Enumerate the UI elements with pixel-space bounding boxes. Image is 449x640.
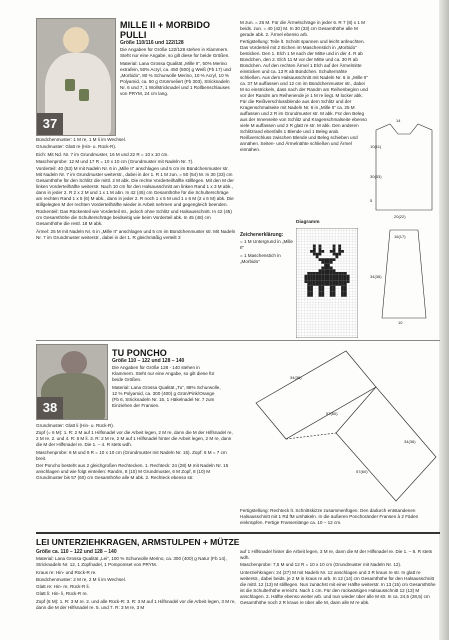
elk-stitch — [333, 294, 336, 297]
section3-p5: Zopf (6 M): 1. R: 3 M re. 2. und alle Rück-R: 3. R: 3 M auf 1 Hilfsnadel vor die Arbeit legen, 3 M re, dann die M der Hilfsnadel re. 5. und 7. R: 3 M re, 3 M — [36, 598, 236, 610]
elk-stitch — [335, 256, 338, 259]
elk-stitch — [316, 278, 319, 281]
section1-body — [36, 137, 236, 337]
elk-stitch — [344, 280, 347, 283]
elk-stitch — [304, 280, 307, 283]
elk-stitch — [321, 278, 324, 281]
section2-p1: Grundmuster: Glatt li (Hin- u. Rück-R). — [36, 423, 115, 428]
elk-stitch — [333, 291, 336, 294]
elk-stitch — [330, 283, 333, 286]
elk-stitch — [333, 283, 336, 286]
elk-stitch — [321, 261, 324, 264]
elk-stitch — [310, 291, 313, 294]
elk-stitch — [319, 275, 322, 278]
elk-stitch — [319, 291, 322, 294]
elk-stitch — [319, 280, 322, 283]
section3-r2: Maschenprobe: 7,5 M und 12 R = 10 x 10 cm (Grundmuster mit Nadeln Nr. 12). — [240, 562, 402, 568]
section1-p3: Eich: Mit Nd. Nr. 7 im Grundmuster, 16 M und 22 R = 10 x 10 cm. — [36, 151, 169, 157]
elk-stitch — [327, 261, 330, 264]
elk-stitch — [341, 250, 344, 253]
divider-2 — [36, 532, 440, 534]
section2-body — [36, 423, 236, 519]
elk-stitch — [324, 280, 327, 283]
elk-stitch — [321, 291, 324, 294]
elk-stitch — [327, 264, 330, 267]
page-spine-shadow — [439, 0, 449, 640]
elk-stitch — [310, 250, 313, 253]
pattern-number-badge: 37 — [37, 113, 63, 135]
elk-stitch — [310, 283, 313, 286]
elk-stitch — [333, 269, 336, 272]
legend-1: = 1 M Untergrund in „Mille II“ — [240, 239, 293, 251]
elk-stitch — [338, 272, 341, 275]
elk-stitch — [319, 286, 322, 289]
elk-stitch — [319, 294, 322, 297]
elk-stitch — [330, 258, 333, 261]
elk-stitch — [327, 269, 330, 272]
elk-stitch — [341, 283, 344, 286]
section1-right1: M zun. = 26 M. Für die Ärmelschräge in jeder 6. R 7 (8) x 1 M beids. zun. = 40 (42) M. In 30 (33) cm Gesamthöhe alle M gerade abk. 2. Ärmel ebenso arb. — [240, 20, 365, 37]
schem-label-side-e: 5 — [370, 198, 373, 203]
elk-stitch — [330, 267, 333, 270]
elk-stitch — [327, 278, 330, 281]
elk-stitch — [319, 253, 322, 256]
elk-stitch — [341, 278, 344, 281]
legend-title: Zeichenerklärung: — [240, 232, 284, 238]
elk-stitch — [344, 291, 347, 294]
elk-stitch — [335, 278, 338, 281]
elk-stitch — [313, 272, 316, 275]
elk-stitch — [324, 261, 327, 264]
elk-stitch — [304, 278, 307, 281]
section3-left — [36, 549, 236, 637]
elk-stitch — [333, 278, 336, 281]
poncho-schematic — [236, 345, 440, 505]
elk-stitch — [307, 280, 310, 283]
elk-stitch — [313, 280, 316, 283]
elk-stitch — [333, 247, 336, 250]
elk-stitch — [327, 275, 330, 278]
elk-stitch — [335, 275, 338, 278]
elk-stitch — [338, 247, 341, 250]
elk-stitch — [341, 291, 344, 294]
elk-stitch — [347, 280, 350, 283]
poncho-label-d: 57(60) — [356, 469, 368, 474]
elk-stitch — [307, 289, 310, 292]
elk-stitch — [333, 245, 336, 248]
schem-label-side-b: 30(33) — [370, 174, 382, 179]
section3-title: LEI UNTERZIEHKRAGEN, ARMSTULPEN + MÜTZE — [36, 537, 240, 547]
elk-stitch — [335, 280, 338, 283]
elk-stitch — [327, 280, 330, 283]
elk-stitch — [333, 258, 336, 261]
schem-label-bot-a: 20(22) — [394, 214, 406, 219]
elk-stitch — [321, 294, 324, 297]
elk-stitch — [344, 283, 347, 286]
elk-stitch — [333, 280, 336, 283]
elk-stitch — [333, 289, 336, 292]
section1-p5: Vorderteil: 40 (53) M mit Nadeln Nr. 6 in „Mille II“ anschlagen und 5 cm im Bündchenmuster str. Mit Nadeln Nr. 7 im Grundmuster weiterstr., dabei in der 1. R 1 M zun. = 50 (54) M. In 30 (33) cm Gesamthöhe für den Schlitz die mittl. 2 M abk. Die rechte Vorderteilhälfte stilllegen. Mit den M der linken Vorderteilhälfte weiterstr. Nach 10 cm für den Halsausschnitt am linken Rand 1 x 3 M abk., dann in jeder 2. R 2 x 2 M und 1 x 1 M abn. In 42 (45) cm Gesamthöhe für die Schulterschräge am rechten Rand 1 x 5 (6) M abk., dann in jeder 2. R noch 1 x 5 M und 1 x 6 M (2 x 6 M) abk. Die stillgelegten M der rechten Vorderteilhälfte wieder in Arbeit nehmen und gegengleich beenden. — [36, 166, 234, 208]
section1-title: MILLE II + MORBIDO PULLI — [120, 20, 211, 40]
elk-stitch — [307, 275, 310, 278]
poncho-photo — [36, 344, 108, 420]
section1-intro: Die Angaben für Größe 122/128 stehen in Klammern. Steht nur eine Angabe, so gilt diese für beide Größen. — [120, 47, 230, 59]
elk-stitch — [321, 250, 324, 253]
elk-stitch — [321, 289, 324, 292]
elk-stitch — [333, 250, 336, 253]
elk-stitch — [307, 283, 310, 286]
elk-stitch — [330, 275, 333, 278]
elk-stitch — [321, 272, 324, 275]
elk-stitch — [316, 280, 319, 283]
elk-stitch — [338, 275, 341, 278]
elk-stitch — [324, 264, 327, 267]
elk-stitch — [344, 294, 347, 297]
section1-header — [120, 20, 236, 134]
elk-stitch — [330, 272, 333, 275]
elk-stitch — [313, 283, 316, 286]
legend — [240, 232, 294, 272]
elk-stitch — [316, 275, 319, 278]
elk-stitch — [321, 286, 324, 289]
elk-stitch — [310, 286, 313, 289]
elk-stitch — [344, 275, 347, 278]
elk-stitch — [333, 272, 336, 275]
elk-stitch — [319, 269, 322, 272]
section1-p6: Rückenteil: Das Rückenteil wie Vorderteil str., jedoch ohne Schlitz und Halsausschnitt. In 42 (45) cm Gesamthöhe die Schulterschräge beidseitig wie beim Vorderteil abk. In 45 (48) cm Gesamthöhe die restl. 18 M abk. — [36, 209, 232, 227]
elk-stitch — [324, 278, 327, 281]
elk-stitch — [310, 289, 313, 292]
elk-stitch — [330, 280, 333, 283]
divider-1 — [36, 340, 440, 341]
elk-stitch — [310, 294, 313, 297]
schem-label-sleeve-d: 34(36) — [370, 274, 382, 279]
elk-stitch — [313, 250, 316, 253]
section3-p1: Kraus re: Hin- und Rück-R re. — [36, 569, 97, 575]
elk-stitch — [307, 278, 310, 281]
section2-size: Größe 110 – 122 und 128 – 140 — [112, 358, 185, 364]
section2-p4: Der Poncho besteht aus 2 gleichgroßen Rechtecken. 1. Rechteck: 24 (28) M mit Nadeln Nr. 15 anschlagen und wie folgt einteilen: Randm, 8 (10) M Grundmuster, 6 M Zopf, 8 (10) M Grundmuster bis 57 (60) cm Gesamthöhe alle M abk. 2. Rechteck ebenso str. — [36, 462, 229, 480]
elk-stitch — [341, 275, 344, 278]
elk-stitch — [313, 245, 316, 248]
elk-stitch — [333, 286, 336, 289]
legend-2: = 1 Maschenstich in „Morbido“ — [240, 252, 281, 264]
elk-stitch — [335, 272, 338, 275]
elk-stitch — [310, 278, 313, 281]
elk-stitch — [344, 289, 347, 292]
elk-stitch — [330, 261, 333, 264]
elk-stitch — [341, 272, 344, 275]
elk-stitch — [341, 280, 344, 283]
section2-header — [112, 348, 222, 424]
section3-r3: Unterziehkragen: 24 (27) M mit Nadeln Nr. 12 anschlagen und 3 R kraus re str. In glatt re weiterstr., dabei beids. je 2 M in kraus re arb. In 12 (14) cm Gesamthöhe für den Halsausschnitt die mittl. 12 (13) M stilllegen. Nun zunächst mit einer Hälfte weiterstr. In 13 (15) cm Gesamthöhe ist die Schulterhöhe erreicht. Nach 1 cm. Für den rückwärtigen Halsausschnitt 12 (13) M anschlagen. 2. Hälfte ebenso weiter arb. und nun wieder über alle M str. In ca. 24,5 (28,5) cm Gesamthöhe noch 2 R kraus re über alle M, dann alle M re abk. — [240, 569, 436, 605]
elk-stitch — [319, 272, 322, 275]
elk-stitch — [310, 275, 313, 278]
elk-stitch — [321, 269, 324, 272]
elk-stitch — [321, 275, 324, 278]
section3-material: Material: Lana Grossa Qualität „Lei“, 100 % Schurwolle Merino, ca. 300 (400) g Natur (Fb 14), Stricknadeln Nr. 12, 1 Zopfnadel, 1 Pompomset von PRYM. — [36, 556, 227, 568]
elk-stitch — [313, 275, 316, 278]
section1-right-text — [240, 20, 368, 210]
section3-right — [240, 549, 440, 637]
elk-stitch — [313, 278, 316, 281]
section1-material: Material: Lana Grossa Qualität „Mille II“, 50% Merino extrafein, 50% Acryl, ca. 450 (500) g Weiß (Fb 17) und „Morbido“, 80 % Schurwolle Merino, 10 % Acryl, 10 % Polyamid, ca. 50 g Grünmeliert (Fb 303), Stricknadeln Nr. 6 und 7, 1 Wollstricknadel und 1 Rollbenschlauses von PRYM, 24 cm lang. — [120, 60, 231, 96]
elk-stitch — [307, 272, 310, 275]
elk-stitch — [307, 294, 310, 297]
elk-stitch — [324, 258, 327, 261]
elk-stitch — [335, 253, 338, 256]
elk-stitch — [321, 283, 324, 286]
section2-finish — [240, 508, 440, 532]
section2-finish-text: Fertigstellung: Rechteck lt. Schnittskizze zusammenfügen. Den dadurch entstandenen Halsausschnitt mit 1 Rd fM umhäkeln. In die äußeren Ponchoränder Fransen à 2 Fäden einknüpfen. Fertige Fransenlänge ca. 10 – 12 cm. — [240, 508, 419, 525]
elk-stitch — [307, 286, 310, 289]
pullover-schematic — [368, 118, 440, 328]
elk-stitch — [330, 250, 333, 253]
elk-stitch — [319, 258, 322, 261]
elk-stitch — [324, 267, 327, 270]
elk-stitch — [330, 269, 333, 272]
pattern-number-badge-2: 38 — [37, 397, 63, 419]
elk-stitch — [316, 272, 319, 275]
elk-stitch — [341, 294, 344, 297]
elk-stitch — [321, 258, 324, 261]
section1-p2: Grundmuster: Glatt re (Hin- u. Rück-R). — [36, 144, 117, 150]
schem-label-bot-b: 16(17) — [394, 234, 406, 239]
elk-stitch — [330, 289, 333, 292]
section3-r1: auf 1 Hilfsnadel hinter die Arbeit legen, 3 M re, dann die M der Hilfsnadel re. Die 1. – 8. R stets wdh. — [240, 549, 433, 560]
elk-stitch — [347, 275, 350, 278]
elk-stitch — [327, 272, 330, 275]
elk-stitch — [324, 283, 327, 286]
schem-label-sleeve-b: 10 — [398, 320, 403, 325]
section2-intro: Die Angaben für Größe 128 - 140 stehen in Klammern. Steht nur eine Angabe, so gilt diese für beide Größen. — [112, 365, 215, 383]
elk-stitch — [321, 280, 324, 283]
section3-p3: Glatt re: Hin- re, Rück-R li. — [36, 584, 90, 590]
elk-stitch — [319, 283, 322, 286]
elk-stitch — [338, 245, 341, 248]
elk-stitch — [341, 286, 344, 289]
elk-stitch — [338, 278, 341, 281]
elk-stitch — [304, 275, 307, 278]
elk-stitch — [338, 280, 341, 283]
section3-p2: Bündchenmuster: 2 M re, 2 M li im Wechsel. — [36, 576, 127, 582]
elk-stitch — [335, 283, 338, 286]
section1-p7: Ärmel: 25 M mit Nadeln Nr. 6 in „Mille II“ anschlagen und 5 cm im Bündchenmuster str. Mit Nadeln Nr. 7 im Grundmuster weiterstr., dabei in der 1. R gleichmäßig verteilt 3 — [36, 228, 236, 240]
elk-stitch — [338, 250, 341, 253]
elk-stitch — [344, 286, 347, 289]
elk-stitch — [327, 283, 330, 286]
elk-stitch — [324, 269, 327, 272]
schem-label-side-a: 10(11) — [370, 144, 382, 149]
elk-stitch — [347, 278, 350, 281]
elk-stitch — [330, 286, 333, 289]
section1-right2: Fertigstellung: Teile lt. Schnitt spannen und leicht anfeuchten. Das Vorderteil mit 2 Eichen im Maschenstich in „Morbido“ besticken. Den 1. Elch 1 M nach der Mitte und in der 4. R ab Bündchen, den 2. Elch 11 M vor der Mitte und ca. 30 R ab Bündchen. Auf den rechten Ärmel 1 Elch auf der Ärmelmitte einsticken und ca. 13 R ab Bündchen. Schulternähte schließen. Aus dem Halsausschnitt mit Nadeln Nr. 6 in „Mille II“ ca. 37 M auffassen und 12 cm im Bündchenmuster str., dabei M so einstrickeln, dass nach der Randm am Reihenbeginn und vor der Randm am Reihenende je 1 M re liegt. M locker abk. Für die Reißverschlussblende aus dem Schlitz und der Kragenschmalseite mit Nadeln Nr. 6 in „Mille II“ ca. 25 M auffassen und 2 R im Grundmuster str. M abk. Für den Beleg aus der Innenseite von Schlitz und Kragenschmalseite ebenso viele M auffassen und 2 R glatt re str. M abk. Den anderen Schlitzrand ebenfalls 1 Blende und 1 Beleg arab. Reißverschluss zwischen Blende und Beleg schieben und annähen. Seiten- und Ärmelnähte schließen und Ärmel einnähen. — [240, 39, 368, 153]
elk-stitch — [321, 267, 324, 270]
elk-stitch — [333, 275, 336, 278]
poncho-label-c: 34(36) — [404, 439, 416, 444]
section2-material: Material: Lana Grossa Qualität „Tu“, 88% Schurwolle, 12 % Polyamid, ca. 300 (400) g Grün/Pink/Orange (Fb 6, Stricknadeln Nr. 15, 1 Häkelnadel Nr. 7 zum Einziehen der Fransen. — [112, 384, 221, 408]
elk-stitch — [313, 253, 316, 256]
elk-stitch — [316, 283, 319, 286]
elk-stitch — [330, 294, 333, 297]
elk-stitch — [319, 250, 322, 253]
poncho-label-b: 57(60) — [326, 411, 338, 416]
elk-stitch — [327, 258, 330, 261]
section3-size: Größe ca. 110 – 122 und 128 – 140 — [36, 549, 117, 555]
elk-stitch — [324, 275, 327, 278]
elk-stitch — [313, 247, 316, 250]
elk-stitch — [310, 272, 313, 275]
section2-p2: Zopf (= 6 M): 1. R: 2 M auf 1 Hilfsnadel vor die Arbeit legen, 2 M re, dann die M der Hilfsnadel re, 2 M re. 2. und 4. R: 6 M li. 3. R: 2 M re, 2 M auf 1 Hilfsnadel hinter die Arbeit legen, 2 M re, dann die M der Hilfsnadel re. Die 1. – 4. R stets wdh. — [36, 430, 233, 448]
elk-stitch — [344, 278, 347, 281]
section1-p1: Bündchenmuster: 1 M re, 1 M li im Wechsel. — [36, 137, 127, 142]
section2-title: TU PONCHO — [112, 348, 167, 358]
elk-stitch — [316, 253, 319, 256]
elk-stitch — [324, 272, 327, 275]
elk-stitch — [338, 283, 341, 286]
schem-label-top-a: 14 — [396, 118, 401, 123]
elk-stitch — [319, 245, 322, 248]
elk-stitch — [316, 256, 319, 259]
section1-size: Größe 110/116 und 122/128 — [120, 40, 184, 46]
elk-stitch — [330, 291, 333, 294]
elk-stitch — [319, 289, 322, 292]
elk-stitch — [341, 289, 344, 292]
elk-stitch — [330, 278, 333, 281]
elk-stitch — [319, 278, 322, 281]
elk-stitch — [338, 253, 341, 256]
section2-p3: Maschenprobe: 6 M und 9 R = 10 x 10 cm (Grundmuster mit Nadeln Nr. 15). Zopf: 6 M = 7 cm breit. — [36, 449, 227, 461]
poncho-label-a: 34(36) — [290, 375, 302, 380]
elk-stitch — [344, 272, 347, 275]
section1-p4: Maschenprobe: 12 M und 17 R = 10 x 10 cm (Grundmuster mit Nadeln Nr. 7). — [36, 158, 194, 164]
elk-chart — [296, 228, 358, 338]
elk-stitch — [327, 267, 330, 270]
section3-p4: Glatt li: Hin- li, Rück-R re. — [36, 591, 88, 597]
elk-stitch — [310, 280, 313, 283]
elk-stitch — [319, 247, 322, 250]
elk-stitch — [333, 253, 336, 256]
elk-stitch — [307, 291, 310, 294]
pulli-photo — [36, 18, 116, 136]
diagram-title: Diagramm — [296, 220, 320, 225]
